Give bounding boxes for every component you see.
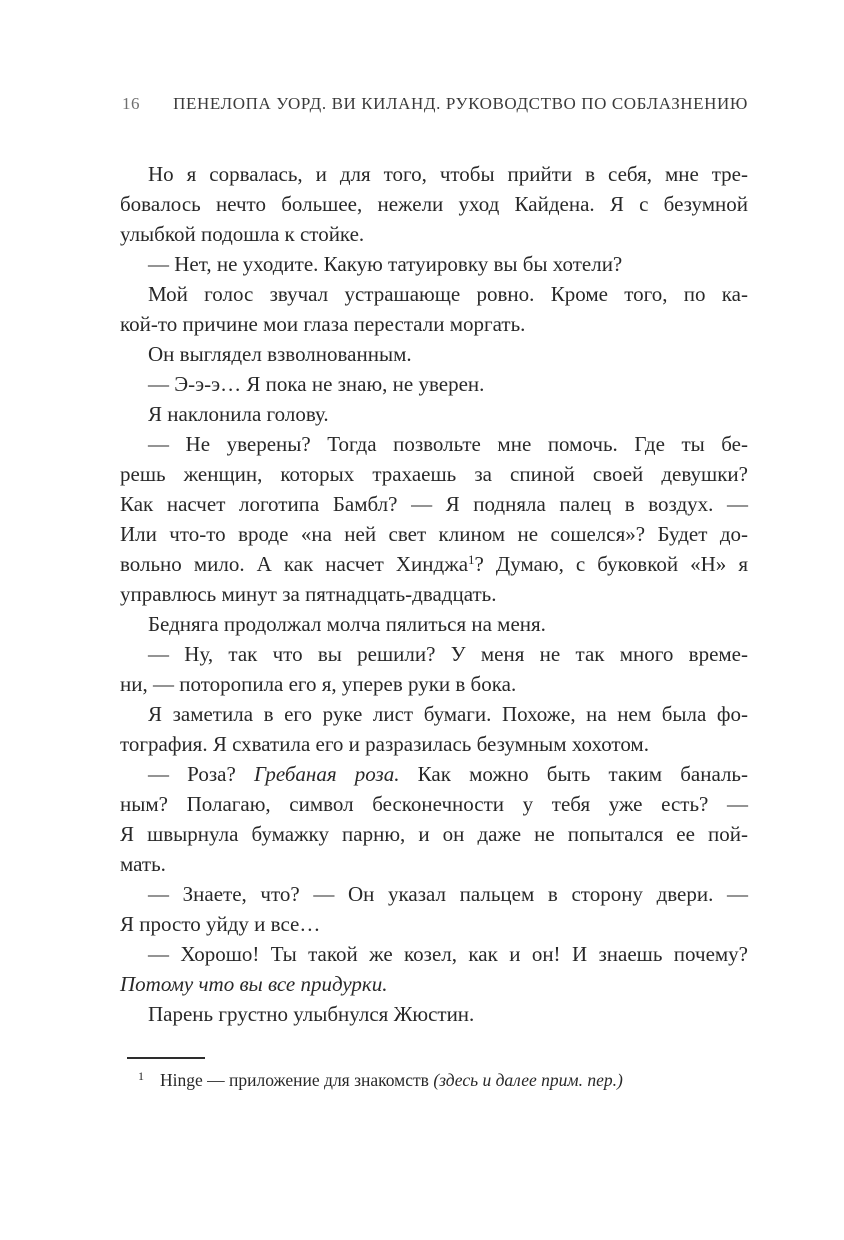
running-head: ПЕНЕЛОПА УОРД. ВИ КИЛАНД. РУКОВОДСТВО ПО СОБЛАЗНЕНИЮ xyxy=(173,94,748,113)
text-segment: Мой голос звучал устрашающе ровно. Кроме того, по ка- xyxy=(148,282,748,306)
text-line xyxy=(120,189,748,219)
footnote-rule xyxy=(127,1057,205,1059)
text-line xyxy=(120,369,748,399)
text-line xyxy=(120,699,748,729)
footnote xyxy=(120,1068,748,1092)
text-segment: кой-то причине мои глаза перестали моргать. xyxy=(120,312,526,336)
text-line xyxy=(120,399,748,429)
text-segment: Hinge — приложение для знакомств xyxy=(160,1070,434,1090)
text-segment: Я швырнула бумажку парню, и он даже не попытался ее пой- xyxy=(120,822,748,846)
text-line xyxy=(120,729,748,759)
text-segment: Или что-то вроде «на ней свет клином не сошелся»? Будет до- xyxy=(120,522,748,546)
text-line xyxy=(120,939,748,969)
text-line xyxy=(120,609,748,639)
text-segment: Но я сорвалась, и для того, чтобы прийти в себя, мне тре- xyxy=(148,162,748,186)
text-segment: — Не уверены? Тогда позвольте мне помочь. Где ты бе- xyxy=(148,432,748,456)
text-segment: ? Думаю, с буковкой «Н» я xyxy=(474,552,748,576)
text-line xyxy=(120,459,748,489)
text-segment: Я заметила в его руке лист бумаги. Похоже, на нем была фо- xyxy=(148,702,748,726)
text-segment: мать. xyxy=(120,852,166,876)
text-line xyxy=(120,339,748,369)
text-line xyxy=(120,429,748,459)
body-text xyxy=(120,159,748,1029)
footnote-marker: 1 xyxy=(138,1069,144,1083)
text-line xyxy=(120,639,748,669)
text-segment: — Знаете, что? — Он указал пальцем в сторону двери. — xyxy=(148,882,748,906)
text-segment: (здесь и далее прим. пер.) xyxy=(433,1070,623,1090)
text-segment: — Э-э-э… Я пока не знаю, не уверен. xyxy=(148,372,485,396)
text-line xyxy=(120,309,748,339)
text-line xyxy=(120,489,748,519)
text-line xyxy=(120,159,748,189)
text-segment: — Ну, так что вы решили? У меня не так много време- xyxy=(148,642,748,666)
text-line xyxy=(120,579,748,609)
text-line xyxy=(120,669,748,699)
text-segment: вольно мило. А как насчет Хинджа xyxy=(120,552,469,576)
page-header xyxy=(122,94,748,114)
text-segment: — Роза? xyxy=(148,762,254,786)
text-segment: улыбкой подошла к стойке. xyxy=(120,222,365,246)
text-segment: — Хорошо! Ты такой же козел, как и он! И знаешь почему? xyxy=(148,942,748,966)
text-line xyxy=(120,219,748,249)
text-segment: — Нет, не уходите. Какую татуировку вы бы хотели? xyxy=(148,252,623,276)
text-segment: Он выглядел взволнованным. xyxy=(148,342,412,366)
text-line xyxy=(120,819,748,849)
text-segment: Как можно быть таким баналь- xyxy=(399,762,748,786)
text-segment: Как насчет логотипа Бамбл? — Я подняла палец в воздух. — xyxy=(120,492,748,516)
text-segment: Парень грустно улыбнулся Жюстин. xyxy=(148,1002,475,1026)
text-segment: ным? Полагаю, символ бесконечности у тебя уже есть? — xyxy=(120,792,748,816)
text-line xyxy=(120,279,748,309)
text-segment: Я просто уйду и все… xyxy=(120,912,321,936)
footnote-reference: 1 xyxy=(468,552,475,567)
text-line xyxy=(120,879,748,909)
text-line xyxy=(120,909,748,939)
text-segment: ни, — поторопила его я, уперев руки в бока. xyxy=(120,672,517,696)
text-line xyxy=(120,759,748,789)
text-segment: бовалось нечто большее, нежели уход Кайдена. Я с безумной xyxy=(120,192,748,216)
text-line xyxy=(120,549,748,579)
text-line xyxy=(120,849,748,879)
text-segment: Я наклонила голову. xyxy=(148,402,329,426)
text-line xyxy=(120,789,748,819)
text-line xyxy=(120,249,748,279)
text-line xyxy=(120,969,748,999)
text-segment: Гребаная роза. xyxy=(253,762,400,786)
footnote-text xyxy=(160,1070,623,1090)
text-segment: управлюсь минут за пятнадцать-двадцать. xyxy=(120,582,497,606)
text-segment: Потому что вы все придурки. xyxy=(120,972,388,996)
text-segment: решь женщин, которых трахаешь за спиной своей девушки? xyxy=(120,462,748,486)
text-line xyxy=(120,519,748,549)
text-segment: Бедняга продолжал молча пялиться на меня. xyxy=(148,612,546,636)
text-segment: тография. Я схватила его и разразилась безумным хохотом. xyxy=(120,732,649,756)
page-number: 16 xyxy=(122,94,140,113)
text-line xyxy=(120,999,748,1029)
